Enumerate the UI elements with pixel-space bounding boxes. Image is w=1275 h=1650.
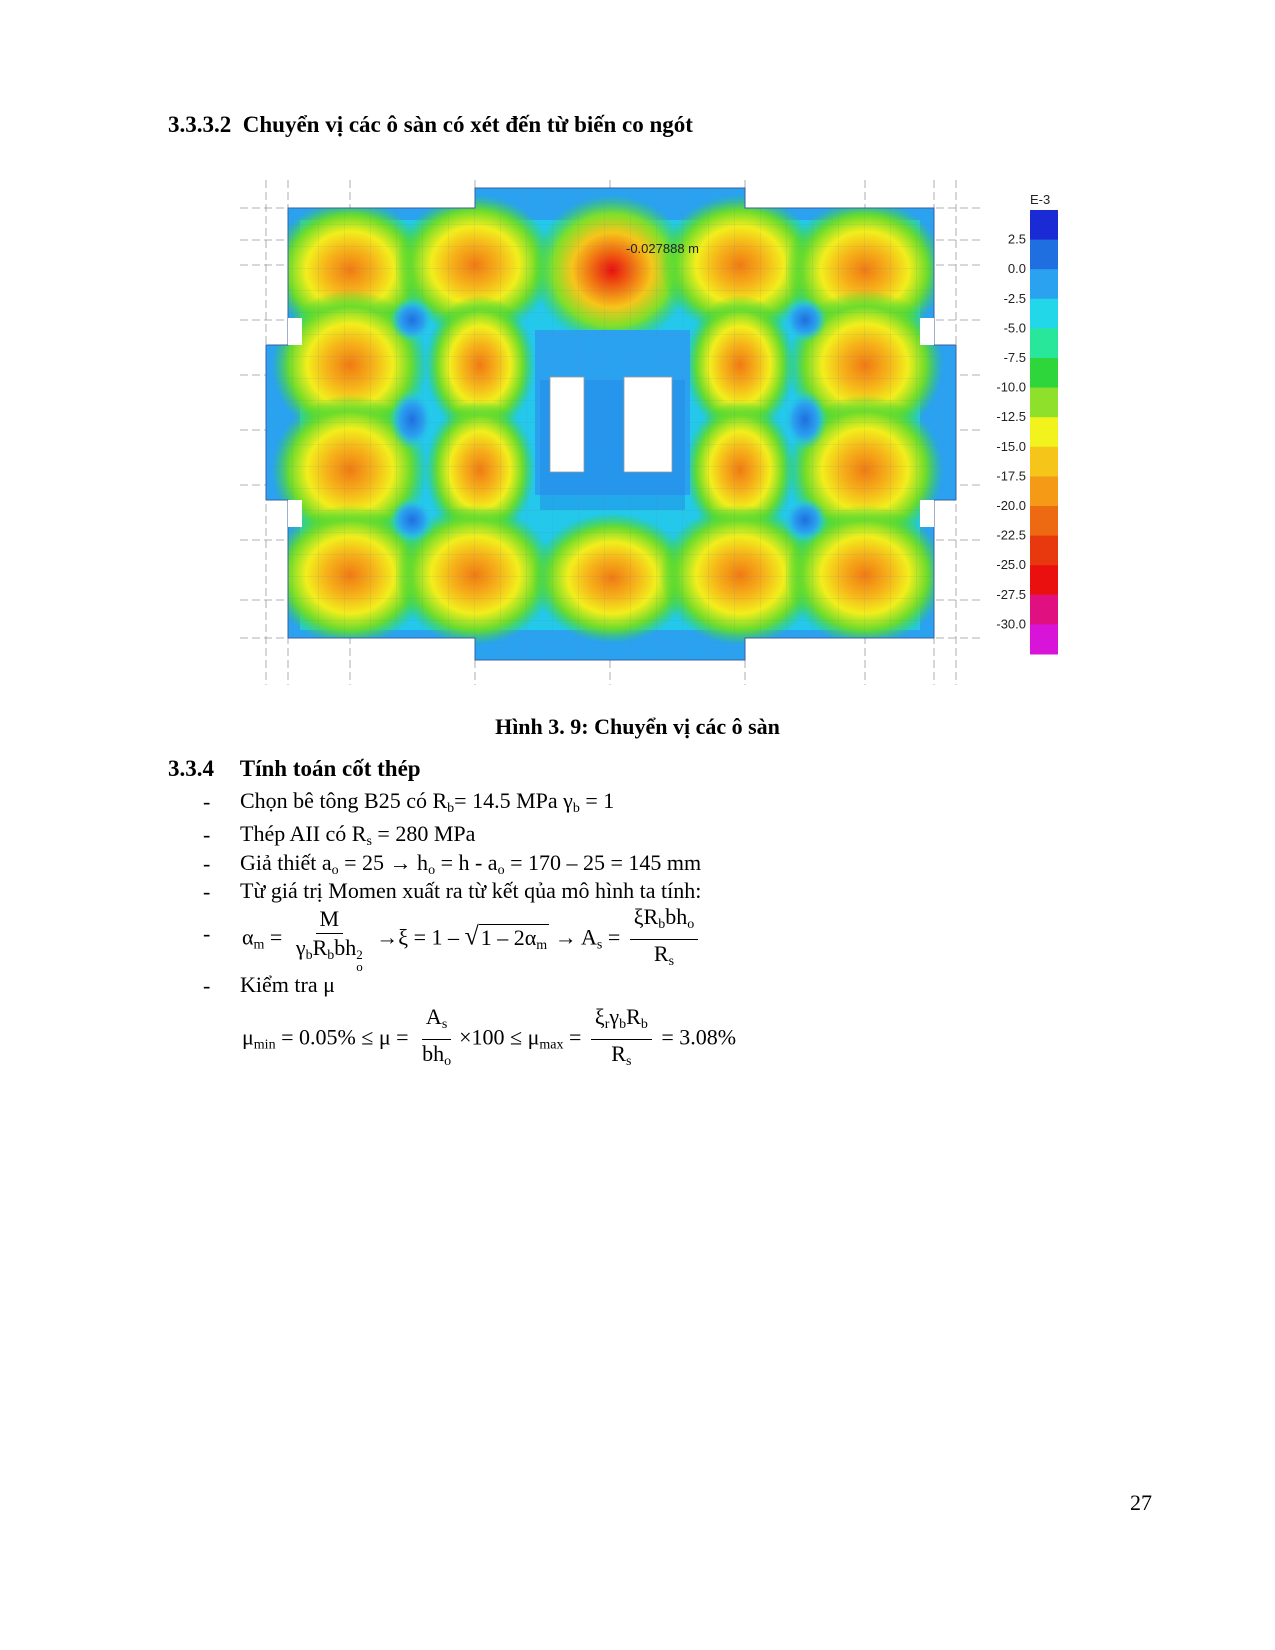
legend-swatch	[1030, 328, 1058, 358]
symbol: α	[242, 924, 254, 950]
text: A	[425, 1004, 442, 1029]
legend-tick-label: -30.0	[996, 616, 1026, 632]
sqrt-sign: √	[464, 921, 479, 951]
legend-tick-label: -15.0	[996, 438, 1026, 454]
text: Chọn bê tông B25 có R	[240, 788, 448, 813]
text: → A	[554, 924, 597, 950]
text: →ξ = 1 –	[376, 924, 465, 950]
legend-tick-label: -17.5	[996, 468, 1026, 484]
legend-swatch	[1030, 624, 1058, 654]
text: Thép AII có R	[240, 821, 367, 846]
subscript: o	[356, 959, 363, 974]
sqrt-body	[479, 924, 549, 953]
superscript: 2	[356, 947, 363, 962]
legend-swatch	[1030, 417, 1058, 447]
legend-swatch	[1030, 388, 1058, 418]
fraction	[292, 906, 367, 973]
legend-tick-label: -10.0	[996, 379, 1026, 395]
section-title: Chuyển vị các ô sàn có xét đến từ biến co ngót	[242, 112, 693, 137]
subscript: s	[441, 1017, 448, 1032]
notch	[920, 500, 934, 527]
legend-swatch	[1030, 240, 1058, 270]
bullet-dash: -	[203, 973, 211, 998]
numerator	[630, 904, 698, 940]
bullet-dash: -	[203, 789, 211, 814]
legend-tick-label: -2.5	[1003, 290, 1026, 306]
text: =	[602, 924, 626, 950]
symbol: μ	[242, 1024, 254, 1050]
legend-tick-label: -22.5	[996, 527, 1026, 543]
bullet-steel	[240, 821, 475, 850]
legend-swatch	[1030, 269, 1058, 299]
text: γ	[609, 1004, 620, 1029]
legend-swatch	[1030, 358, 1058, 388]
text: = 25 → h	[338, 850, 429, 875]
bullet-check-mu: Kiểm tra μ	[240, 972, 335, 997]
legend-tick-label: 2.5	[1007, 231, 1026, 247]
legend-swatch	[1030, 210, 1058, 240]
legend-swatch	[1030, 299, 1058, 329]
subscript: o	[687, 917, 695, 932]
subscript: b	[658, 917, 666, 932]
fraction	[630, 904, 698, 975]
section-number: 3.3.3.2	[168, 112, 232, 137]
bullet-assumption	[240, 850, 701, 879]
subscript: o	[497, 863, 505, 878]
text: 1 – 2α	[480, 924, 537, 950]
slab-contours	[240, 180, 980, 680]
text: R	[626, 1004, 641, 1029]
contour-plot	[240, 180, 1120, 690]
fraction	[418, 1004, 455, 1075]
text: = 280 MPa	[371, 821, 476, 846]
text: = h - a	[435, 850, 498, 875]
numerator	[591, 1004, 652, 1040]
fraction	[591, 1004, 652, 1075]
subscript: s	[625, 1054, 632, 1069]
formula-alpha	[242, 904, 702, 975]
bullet-moment: Từ giá trị Momen xuất ra từ kết qủa mô hình ta tính:	[240, 878, 702, 903]
text: = 170 – 25 = 145 mm	[504, 850, 702, 875]
numerator: M	[316, 906, 344, 934]
opening-right	[624, 377, 672, 472]
bullet-dash: -	[203, 921, 211, 946]
numerator	[422, 1004, 451, 1040]
formula-mu	[242, 1004, 736, 1075]
bullet-dash: -	[203, 822, 211, 847]
text: =	[264, 924, 288, 950]
text: Giả thiết a	[240, 850, 332, 875]
subscript: b	[572, 801, 580, 816]
legend-ticks	[996, 232, 1026, 632]
text: bh	[665, 904, 688, 929]
section-heading-3-3-3-2	[168, 112, 693, 138]
legend-unit: E-3	[1030, 192, 1051, 207]
bullet-concrete	[240, 788, 614, 817]
legend-tick-label: -12.5	[996, 409, 1026, 425]
denominator	[607, 1040, 635, 1075]
text: =	[563, 1024, 587, 1050]
opening-left	[550, 377, 584, 472]
legend-tick-label: -20.0	[996, 498, 1026, 513]
subscript: b	[327, 948, 335, 963]
legend-swatch	[1030, 476, 1058, 506]
subscript: m	[253, 937, 265, 953]
bullet-dash: -	[203, 851, 211, 876]
subscript: b	[640, 1017, 648, 1032]
section-heading-3-3-4	[168, 756, 421, 782]
subscript: s	[668, 954, 675, 969]
subscript: b	[305, 948, 313, 963]
text: = 14.5 MPa γ	[454, 788, 573, 813]
legend-tick-label: -25.0	[996, 557, 1026, 573]
subscript: s	[366, 834, 372, 849]
subscript: max	[539, 1037, 564, 1053]
displacement-contour-figure	[240, 180, 1120, 720]
bullet-dash: -	[203, 879, 211, 904]
legend-swatch	[1030, 536, 1058, 566]
denominator	[418, 1040, 455, 1075]
legend-colorbar	[1030, 210, 1058, 655]
denominator	[650, 940, 678, 975]
text: R	[611, 1041, 626, 1066]
subscript: min	[253, 1037, 276, 1053]
legend-swatch	[1030, 595, 1058, 625]
text: = 3.08%	[655, 1024, 737, 1050]
text: ξR	[633, 904, 659, 929]
denominator	[292, 934, 367, 973]
subscript: b	[619, 1017, 627, 1032]
section-title: Tính toán cốt thép	[239, 756, 421, 781]
text: ξ	[594, 1004, 605, 1029]
text: = 1	[579, 788, 615, 813]
page-number: 27	[1130, 1490, 1152, 1515]
subscript: o	[428, 863, 436, 878]
text: γ	[295, 935, 306, 960]
legend-tick-label: -27.5	[996, 586, 1026, 602]
text: bh	[334, 935, 357, 960]
text: R	[653, 941, 669, 966]
legend-swatch	[1030, 506, 1058, 536]
text: ×100 ≤ μ	[459, 1024, 540, 1050]
sup-sub	[356, 949, 363, 973]
text: R	[312, 935, 328, 960]
legend-tick-label: -7.5	[1003, 350, 1026, 365]
text: bh	[422, 1041, 445, 1066]
notch	[288, 500, 302, 527]
notch	[920, 318, 934, 345]
subscript: r	[604, 1017, 610, 1032]
subscript: s	[596, 937, 603, 953]
legend-tick-label: 0.0	[1007, 261, 1026, 277]
legend-tick-label: -5.0	[1003, 320, 1026, 336]
section-number: 3.3.4	[168, 756, 214, 781]
subscript: o	[444, 1054, 452, 1069]
legend-swatch	[1030, 447, 1058, 477]
subscript: o	[331, 863, 339, 878]
subscript: m	[536, 937, 548, 953]
figure-caption: Hình 3. 9: Chuyển vị các ô sàn	[495, 714, 780, 739]
max-displacement-label: -0.027888 m	[626, 241, 699, 256]
legend-swatch	[1030, 565, 1058, 595]
subscript: b	[447, 801, 455, 816]
text: = 0.05% ≤ μ =	[275, 1024, 415, 1050]
notch	[288, 318, 302, 345]
